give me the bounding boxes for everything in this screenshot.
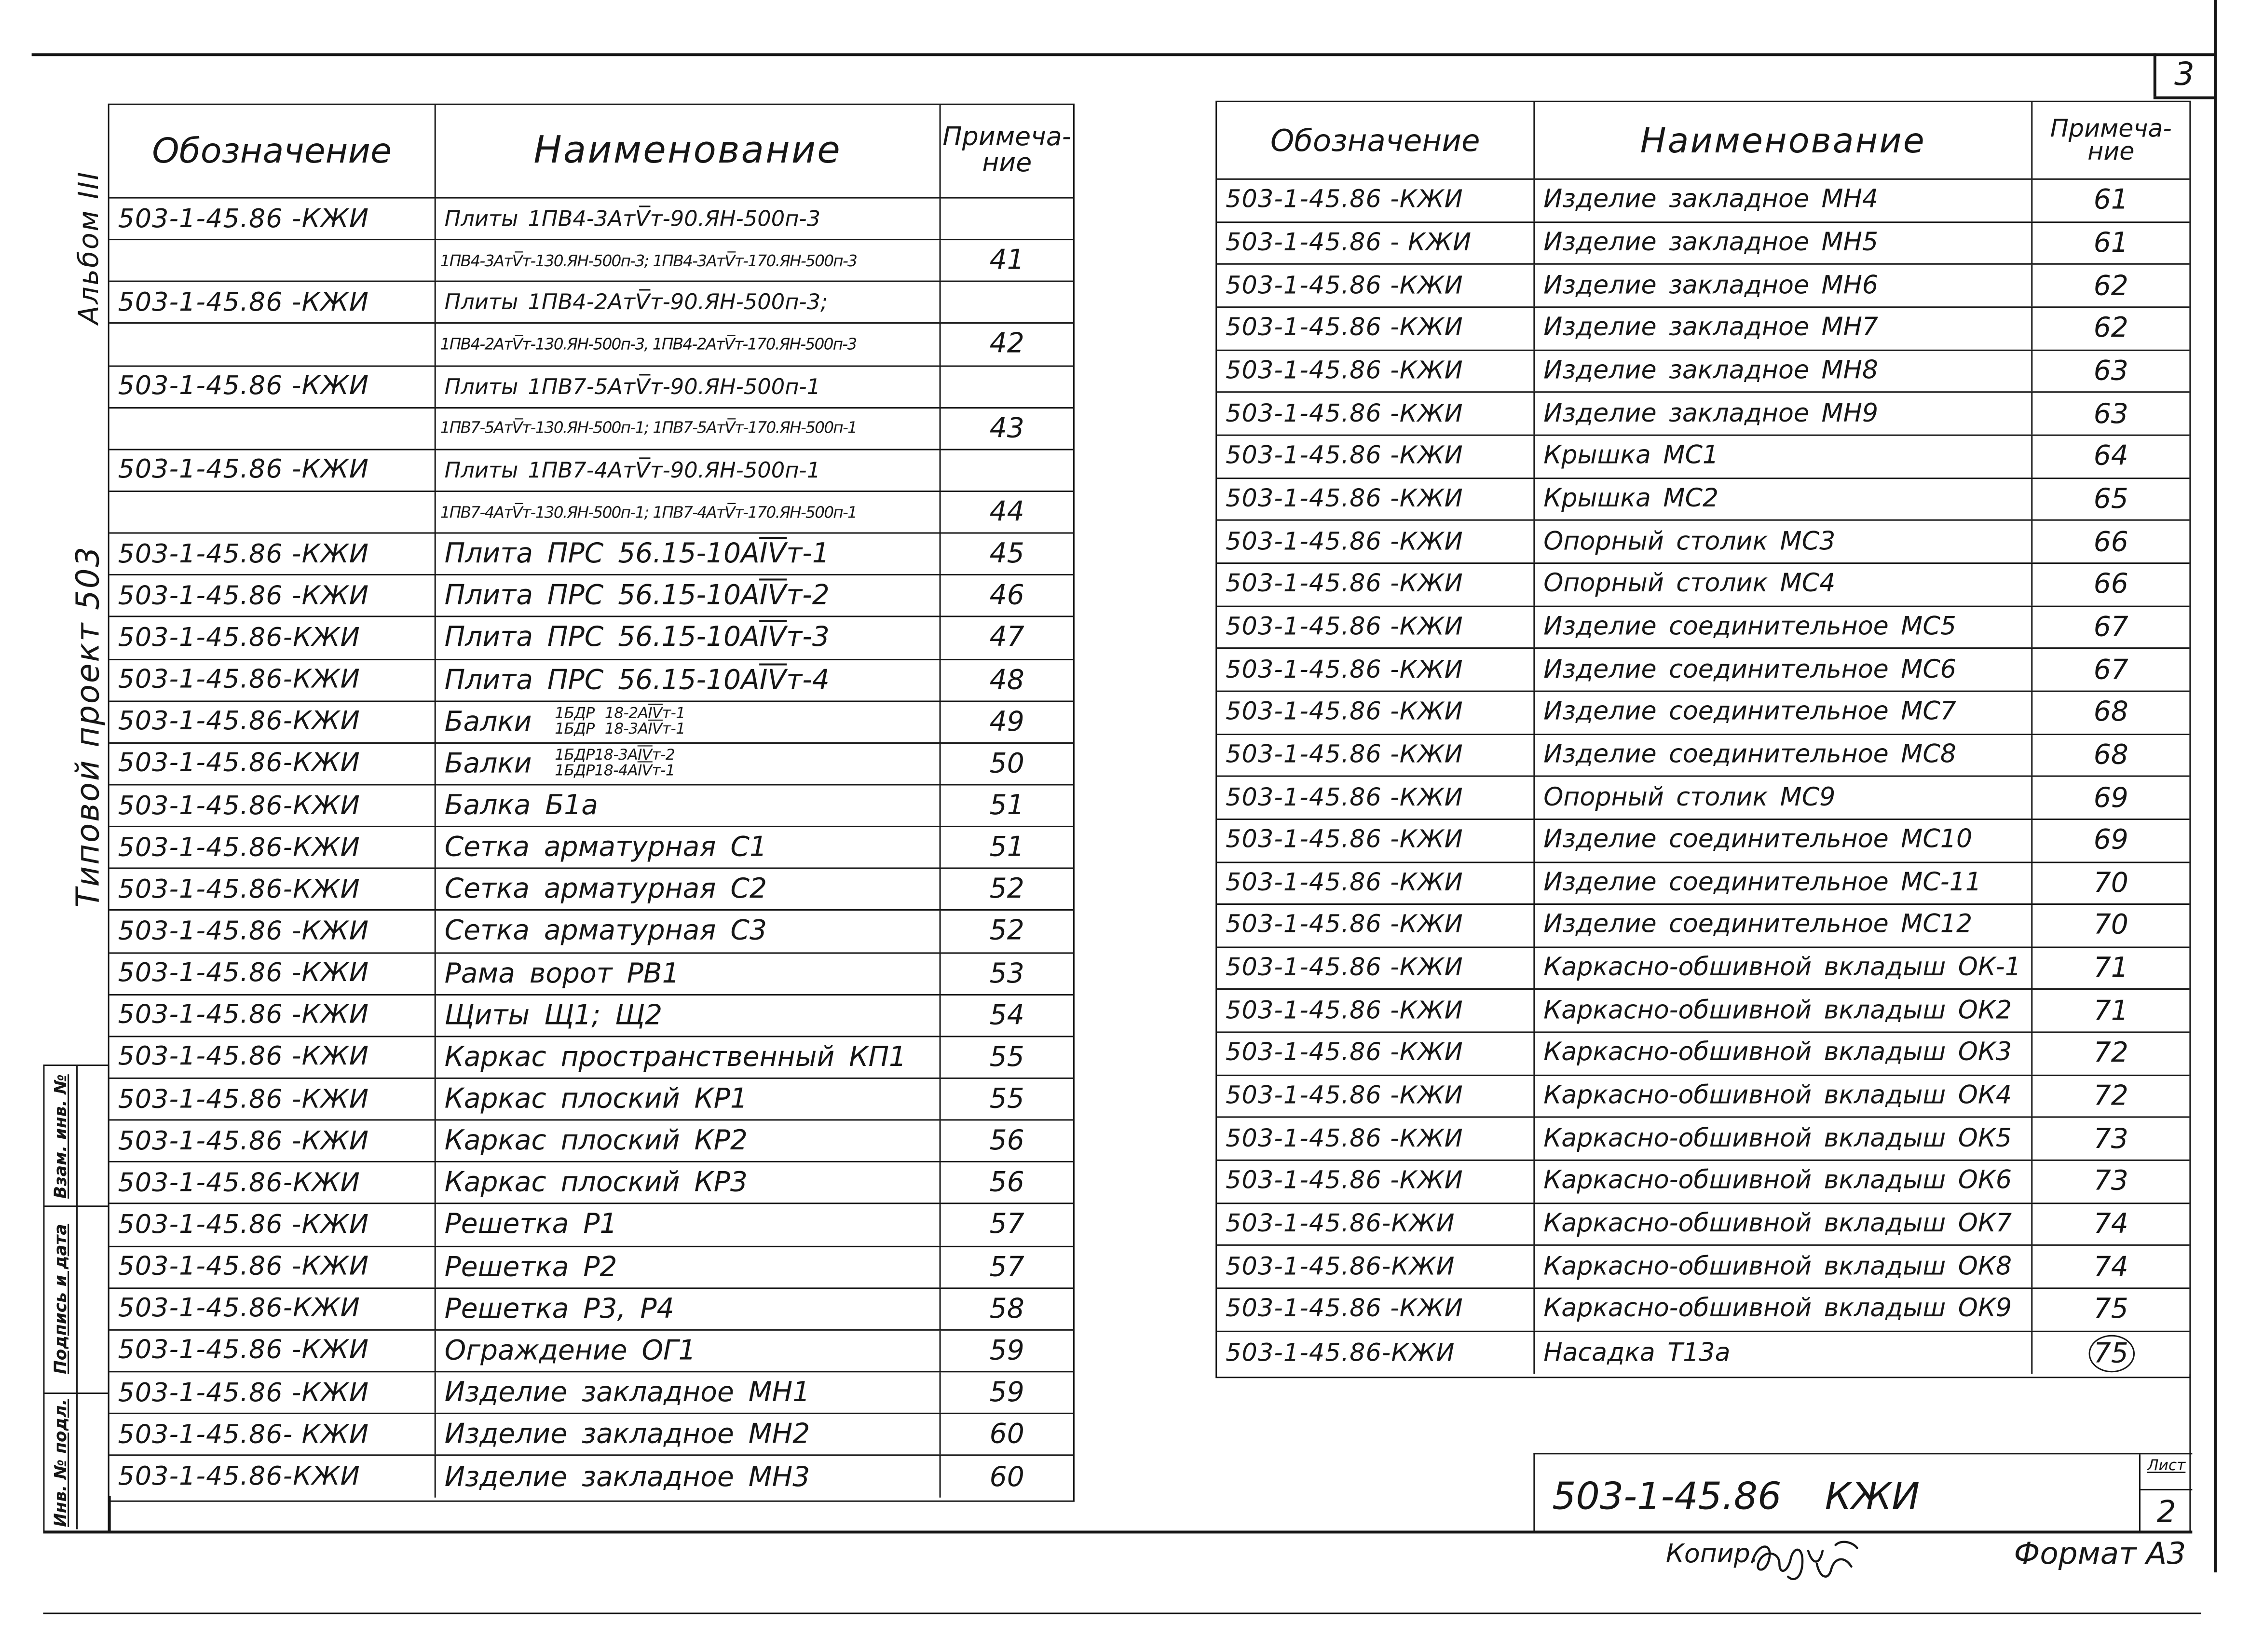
note-cell: 70 [2093, 910, 2128, 942]
name-cell: Плиты 1ПВ4-3АтV̅т-90.ЯН-500п-3 [436, 199, 941, 239]
note-cell: 73 [2093, 1123, 2128, 1155]
table-row [109, 324, 1073, 366]
right-drawing-list-table [1215, 101, 2191, 1378]
table-row [1217, 1246, 2189, 1289]
stamp-row-divider [44, 1205, 108, 1207]
note-cell: 49 [989, 706, 1024, 738]
name-mark-line: 1БДР18-3АI̅V̅т-2 [555, 747, 675, 765]
name-cell: Плита ПРС 56.15-10АI̅V̅т-4 [436, 660, 941, 700]
designation-cell: 503-1-45.86 -КЖИ [1217, 990, 1535, 1031]
table-row [109, 785, 1073, 827]
name-cell: Плита ПРС 56.15-10АI̅V̅т-1 [436, 534, 941, 574]
table-row [1217, 649, 2189, 692]
name-cell: Изделие закладное МН5 [1535, 222, 2032, 263]
designation-cell: 503-1-45.86 -КЖИ [109, 953, 436, 994]
name-cell: Опорный столик МС3 [1535, 521, 2032, 562]
note-cell: 74 [2093, 1208, 2128, 1241]
designation-cell: 503-1-45.86-КЖИ [109, 869, 436, 910]
trim-line [43, 1612, 2201, 1614]
name-cell: Каркасно-обшивной вкладыш ОК3 [1535, 1033, 2032, 1074]
designation-cell [109, 240, 436, 281]
designation-cell: 503-1-45.86 -КЖИ [1217, 351, 1535, 392]
frame-top-line [32, 53, 2217, 55]
designation-cell: 503-1-45.86-КЖИ [109, 785, 436, 826]
table-row [1217, 692, 2189, 734]
table-row [1217, 1076, 2189, 1118]
name-cell: Каркасно-обшивной вкладыш ОК-1 [1535, 948, 2032, 989]
name-cell: Каркасно-обшивной вкладыш ОК9 [1535, 1289, 2032, 1330]
table-header [109, 105, 1073, 199]
designation-cell: 503-1-45.86 -КЖИ [109, 534, 436, 574]
table-row [109, 1037, 1073, 1079]
name-cell: Щиты Щ1; Щ2 [436, 995, 941, 1036]
note-cell [941, 450, 1073, 491]
designation-cell: 503-1-45.86 -КЖИ [1217, 436, 1535, 477]
sheet-cell [2139, 1454, 2192, 1532]
stamp-replace-inv-label: Взам. инв. № [50, 1074, 71, 1199]
designation-cell: 503-1-45.86 -КЖИ [109, 995, 436, 1036]
name-cell: Каркас плоский КР3 [436, 1163, 941, 1203]
note-header-line1: Примеча- [2050, 114, 2172, 143]
name-cell: Изделие соединительное МС7 [1535, 692, 2032, 733]
name-cell: Опорный столик МС4 [1535, 564, 2032, 605]
table-row [109, 660, 1073, 702]
name-cell: Балка Б1а [436, 785, 941, 826]
name-cell: Решетка Р1 [436, 1204, 941, 1245]
table-row [1217, 862, 2189, 905]
designation-cell: 503-1-45.86 -КЖИ [1217, 606, 1535, 647]
table-row [109, 1121, 1073, 1163]
designation-cell: 503-1-45.86 -КЖИ [1217, 692, 1535, 733]
designation-cell: 503-1-45.86 -КЖИ [109, 282, 436, 323]
table-row [109, 199, 1073, 241]
designation-cell: 503-1-45.86-КЖИ [1217, 1246, 1535, 1287]
copy-label: Копир. [1665, 1539, 1759, 1570]
designation-cell: 503-1-45.86-КЖИ [1217, 1332, 1535, 1374]
note-cell [2032, 1332, 2189, 1374]
note-cell: 73 [2093, 1166, 2128, 1198]
note-cell: 69 [2093, 782, 2128, 814]
name-cell: Изделие закладное МН7 [1535, 308, 2032, 349]
designation-cell: 503-1-45.86 -КЖИ [1217, 521, 1535, 562]
designation-cell: 503-1-45.86-КЖИ [1217, 1204, 1535, 1245]
stamp-row-divider [44, 1393, 108, 1394]
table-row [109, 1163, 1073, 1205]
table-row [109, 576, 1073, 618]
designation-cell: 503-1-45.86 -КЖИ [1217, 1033, 1535, 1074]
name-cell: Изделие соединительное МС12 [1535, 905, 2032, 946]
copyist-signature [1746, 1533, 1862, 1585]
title-block [1533, 1453, 2192, 1532]
note-header-line1: Примеча- [942, 122, 1072, 153]
designation-cell [109, 408, 436, 449]
name-cell: Плита ПРС 56.15-10АI̅V̅т-3 [436, 618, 941, 658]
table-row [1217, 436, 2189, 478]
name-cell: Каркас плоский КР1 [436, 1079, 941, 1120]
note-cell: 56 [989, 1125, 1024, 1157]
designation-cell: 503-1-45.86 -КЖИ [1217, 862, 1535, 903]
table-row [109, 282, 1073, 324]
designation-cell: 503-1-45.86 -КЖИ [1217, 820, 1535, 861]
note-cell: 53 [989, 957, 1024, 989]
table-body [109, 199, 1073, 1498]
name-cell [436, 743, 941, 784]
name-cell: Решетка Р2 [436, 1246, 941, 1287]
table-row [1217, 1161, 2189, 1203]
note-cell: 61 [2093, 184, 2128, 217]
table-row [109, 1288, 1073, 1330]
table-row [109, 240, 1073, 282]
designation-cell: 503-1-45.86 -КЖИ [1217, 948, 1535, 989]
designation-cell: 503-1-45.86 -КЖИ [109, 1330, 436, 1371]
designation-cell: 503-1-45.86 - КЖИ [1217, 222, 1535, 263]
note-cell: 75 [2093, 1294, 2128, 1326]
table-row [109, 1372, 1073, 1414]
name-cell: Изделие закладное МН8 [1535, 351, 2032, 392]
sheet-cell-divider [2141, 1489, 2192, 1491]
name-cell: Изделие соединительное МС5 [1535, 606, 2032, 647]
circled-note: 75 [2088, 1334, 2134, 1372]
frame-right-line [2214, 0, 2216, 1572]
table-row [1217, 222, 2189, 265]
table-row [1217, 777, 2189, 819]
name-cell: Изделие закладное МН3 [436, 1456, 941, 1498]
name-cell: Изделие закладное МН2 [436, 1414, 941, 1455]
note-cell: 68 [2093, 739, 2128, 771]
page-number: 3 [2174, 56, 2195, 93]
table-row [109, 534, 1073, 576]
note-header [941, 105, 1073, 197]
name-cell: Каркасно-обшивной вкладыш ОК6 [1535, 1161, 2032, 1202]
note-cell: 60 [989, 1461, 1024, 1493]
note-cell: 47 [989, 622, 1024, 654]
name-cell: Крышка МС2 [1535, 478, 2032, 519]
name-mark-line: 1БДР 18-2АI̅V̅т-1 [555, 705, 685, 723]
designation-cell: 503-1-45.86 -КЖИ [1217, 649, 1535, 690]
note-cell: 74 [2093, 1251, 2128, 1283]
table-row [1217, 948, 2189, 990]
table-row [109, 450, 1073, 492]
name-cell: 1ПВ4-3АтV̅т-130.ЯН-500п-3; 1ПВ4-3АтV̅т-170.ЯН-500п-3 [436, 240, 941, 281]
sheet-label: Лист [2147, 1457, 2186, 1475]
note-cell: 42 [989, 328, 1024, 361]
note-cell [941, 199, 1073, 239]
designation-cell: 503-1-45.86 -КЖИ [109, 450, 436, 491]
note-cell: 62 [2093, 313, 2128, 344]
table-row [109, 1079, 1073, 1121]
name-cell: Изделие соединительное МС8 [1535, 735, 2032, 776]
name-cell: Изделие закладное МН1 [436, 1372, 941, 1413]
name-cell: Каркасно-обшивной вкладыш ОК8 [1535, 1246, 2032, 1287]
note-cell: 66 [2093, 568, 2128, 601]
table-row [109, 408, 1073, 450]
designation-cell [109, 324, 436, 365]
note-cell: 52 [989, 874, 1024, 905]
table-row [109, 827, 1073, 869]
name-cell: Каркасно-обшивной вкладыш ОК5 [1535, 1119, 2032, 1160]
table-row [109, 702, 1073, 744]
name-cell: Плиты 1ПВ4-2АтV̅т-90.ЯН-500п-3; [436, 282, 941, 323]
stamp-signature-date-label: Подпись и дата [50, 1224, 71, 1374]
designation-header: Обозначение [109, 105, 436, 197]
name-cell: Плита ПРС 56.15-10АI̅V̅т-2 [436, 576, 941, 616]
name-cell: Изделие закладное МН4 [1535, 180, 2032, 221]
designation-cell: 503-1-45.86 -КЖИ [1217, 564, 1535, 605]
note-cell: 57 [989, 1209, 1024, 1241]
table-row [1217, 1289, 2189, 1332]
name-cell: Каркасно-обшивной вкладыш ОК4 [1535, 1076, 2032, 1117]
designation-cell: 503-1-45.86 -КЖИ [1217, 265, 1535, 306]
name-cell: 1ПВ4-2АтV̅т-130.ЯН-500п-3, 1ПВ4-2АтV̅т-170.ЯН-500п-3 [436, 324, 941, 365]
designation-cell: 503-1-45.86 -КЖИ [109, 1204, 436, 1245]
note-cell: 41 [989, 245, 1024, 277]
table-row [1217, 478, 2189, 521]
note-cell: 66 [2093, 526, 2128, 558]
table-row [109, 869, 1073, 911]
table-row [1217, 606, 2189, 649]
note-cell: 59 [989, 1377, 1024, 1408]
note-cell: 70 [2093, 867, 2128, 899]
table-row [109, 1204, 1073, 1246]
note-cell: 61 [2093, 227, 2128, 259]
table-row [109, 618, 1073, 660]
approval-stamp [43, 1065, 109, 1532]
table-row [109, 1456, 1073, 1498]
note-cell [941, 366, 1073, 407]
table-row [1217, 521, 2189, 563]
designation-cell: 503-1-45.86 -КЖИ [1217, 180, 1535, 221]
designation-cell [109, 492, 436, 532]
designation-cell: 503-1-45.86 -КЖИ [109, 366, 436, 407]
designation-cell: 503-1-45.86 -КЖИ [109, 911, 436, 952]
designation-cell: 503-1-45.86 -КЖИ [1217, 1161, 1535, 1202]
name-marks [555, 707, 685, 737]
name-cell [436, 702, 941, 742]
table-row [109, 911, 1073, 953]
name-cell: Плиты 1ПВ7-5АтV̅т-90.ЯН-500п-1 [436, 366, 941, 407]
note-cell: 57 [989, 1251, 1024, 1283]
name-text: Балки [444, 706, 532, 738]
table-row [109, 492, 1073, 534]
table-row [109, 1414, 1073, 1456]
note-cell: 62 [2093, 270, 2128, 302]
designation-cell: 503-1-45.86 -КЖИ [1217, 478, 1535, 519]
table-row [1217, 820, 2189, 862]
note-cell: 67 [2093, 611, 2128, 643]
name-mark-line: 1БДР18-4АI̅V̅т-1 [555, 762, 675, 780]
document-code: 503-1-45.86 КЖИ [1552, 1476, 1920, 1519]
name-cell: 1ПВ7-5АтV̅т-130.ЯН-500п-1; 1ПВ7-5АтV̅т-170.ЯН-500п-1 [436, 408, 941, 449]
table-row [109, 1246, 1073, 1288]
note-cell: 56 [989, 1167, 1024, 1199]
designation-cell: 503-1-45.86-КЖИ [109, 660, 436, 700]
table-row [109, 995, 1073, 1037]
note-cell: 54 [989, 999, 1024, 1031]
name-cell: Насадка Т13а [1535, 1332, 2032, 1374]
name-cell: Каркасно-обшивной вкладыш ОК2 [1535, 990, 2032, 1031]
table-row [109, 743, 1073, 785]
name-mark-line: 1БДР 18-3АI̅V̅т-1 [555, 720, 685, 738]
table-row [1217, 308, 2189, 350]
name-cell: Крышка МС1 [1535, 436, 2032, 477]
designation-cell: 503-1-45.86-КЖИ [109, 1288, 436, 1329]
designation-cell: 503-1-45.86-КЖИ [109, 1456, 436, 1498]
designation-cell: 503-1-45.86 -КЖИ [109, 1372, 436, 1413]
name-cell: Рама ворот РВ1 [436, 953, 941, 994]
table-row [1217, 1204, 2189, 1246]
designation-cell: 503-1-45.86 -КЖИ [109, 1246, 436, 1287]
name-cell: Изделие закладное МН6 [1535, 265, 2032, 306]
table-row [109, 366, 1073, 408]
name-cell: Опорный столик МС9 [1535, 777, 2032, 818]
stamp-column-divider [76, 1066, 78, 1529]
note-cell: 68 [2093, 696, 2128, 728]
table-header [1217, 102, 2189, 180]
note-cell: 67 [2093, 654, 2128, 686]
designation-cell: 503-1-45.86 -КЖИ [1217, 393, 1535, 434]
note-cell: 44 [989, 496, 1024, 528]
note-cell: 71 [2093, 995, 2128, 1027]
name-cell: Каркасно-обшивной вкладыш ОК7 [1535, 1204, 2032, 1245]
page-number-box-bottom-line [2154, 96, 2217, 99]
note-cell: 59 [989, 1335, 1024, 1366]
table-body [1217, 180, 2189, 1375]
name-cell: Сетка арматурная С3 [436, 911, 941, 952]
table-row [109, 1330, 1073, 1372]
name-cell: Изделие закладное МН9 [1535, 393, 2032, 434]
table-row [1217, 265, 2189, 308]
designation-cell: 503-1-45.86 -КЖИ [1217, 905, 1535, 946]
name-marks [555, 749, 675, 779]
left-drawing-list-table [108, 104, 1075, 1502]
note-cell: 69 [2093, 824, 2128, 857]
note-cell: 63 [2093, 355, 2128, 387]
table-row [1217, 1033, 2189, 1076]
note-header-line2: ние [982, 148, 1032, 178]
name-header: Наименование [1535, 102, 2032, 178]
designation-cell: 503-1-45.86 -КЖИ [109, 1121, 436, 1161]
name-cell: Изделие соединительное МС10 [1535, 820, 2032, 861]
designation-cell: 503-1-45.86- КЖИ [109, 1414, 436, 1455]
designation-cell: 503-1-45.86-КЖИ [109, 827, 436, 868]
note-cell: 55 [989, 1041, 1024, 1073]
note-cell: 50 [989, 748, 1024, 780]
note-cell: 43 [989, 412, 1024, 444]
name-cell: Ограждение ОГ1 [436, 1330, 941, 1371]
designation-cell: 503-1-45.86 -КЖИ [1217, 1289, 1535, 1330]
name-cell: Сетка арматурная С1 [436, 827, 941, 868]
table-row [1217, 905, 2189, 947]
designation-cell: 503-1-45.86-КЖИ [109, 743, 436, 784]
name-cell: 1ПВ7-4АтV̅т-130.ЯН-500п-1; 1ПВ7-4АтV̅т-170.ЯН-500п-1 [436, 492, 941, 532]
note-cell: 48 [989, 664, 1024, 696]
name-text: Балки [444, 748, 532, 780]
table-row [1217, 564, 2189, 606]
note-cell: 65 [2093, 483, 2128, 515]
designation-cell: 503-1-45.86 -КЖИ [109, 576, 436, 616]
name-cell: Изделие соединительное МС6 [1535, 649, 2032, 690]
note-cell: 52 [989, 915, 1024, 947]
designation-header: Обозначение [1217, 102, 1535, 178]
note-cell: 46 [989, 580, 1024, 612]
designation-cell: 503-1-45.86-КЖИ [109, 618, 436, 658]
designation-cell: 503-1-45.86 -КЖИ [109, 199, 436, 239]
table-row [1217, 393, 2189, 436]
project-label: Типовой проект 503 [71, 545, 108, 908]
name-cell: Сетка арматурная С2 [436, 869, 941, 910]
sheet-number: 2 [2156, 1494, 2176, 1529]
table-row [1217, 1119, 2189, 1161]
designation-cell: 503-1-45.86 -КЖИ [1217, 1076, 1535, 1117]
note-cell: 72 [2093, 1080, 2128, 1112]
note-cell: 51 [989, 790, 1024, 822]
designation-cell: 503-1-45.86 -КЖИ [1217, 308, 1535, 349]
designation-cell: 503-1-45.86 -КЖИ [109, 1037, 436, 1078]
designation-cell: 503-1-45.86-КЖИ [109, 1163, 436, 1203]
note-cell: 71 [2093, 952, 2128, 984]
designation-cell: 503-1-45.86 -КЖИ [109, 1079, 436, 1120]
stamp-inv-original-label: Инв. № подл. [50, 1399, 71, 1527]
note-cell: 58 [989, 1293, 1024, 1325]
name-cell: Решетка Р3, Р4 [436, 1288, 941, 1329]
table-row [109, 953, 1073, 995]
note-cell: 72 [2093, 1038, 2128, 1070]
note-header-line2: ние [2087, 137, 2135, 166]
album-label: Альбом III [73, 170, 105, 325]
designation-cell: 503-1-45.86 -КЖИ [1217, 777, 1535, 818]
note-header [2032, 102, 2189, 178]
note-cell: 63 [2093, 397, 2128, 430]
name-cell: Каркас пространственный КП1 [436, 1037, 941, 1078]
table-row [1217, 735, 2189, 777]
name-header: Наименование [436, 105, 941, 197]
note-cell: 51 [989, 832, 1024, 864]
paper-format-label: Формат А3 [2014, 1536, 2186, 1571]
designation-cell: 503-1-45.86 -КЖИ [1217, 1119, 1535, 1160]
note-cell: 60 [989, 1419, 1024, 1450]
table-row [1217, 1332, 2189, 1374]
designation-cell: 503-1-45.86-КЖИ [109, 702, 436, 742]
note-cell [941, 282, 1073, 323]
note-cell: 45 [989, 538, 1024, 570]
name-cell: Каркас плоский КР2 [436, 1121, 941, 1161]
note-cell: 55 [989, 1083, 1024, 1115]
designation-cell: 503-1-45.86 -КЖИ [1217, 735, 1535, 776]
note-cell: 64 [2093, 440, 2128, 473]
table-row [1217, 351, 2189, 393]
table-row [1217, 180, 2189, 222]
name-cell: Изделие соединительное МС-11 [1535, 862, 2032, 903]
name-cell: Плиты 1ПВ7-4АтV̅т-90.ЯН-500п-1 [436, 450, 941, 491]
table-row [1217, 990, 2189, 1033]
